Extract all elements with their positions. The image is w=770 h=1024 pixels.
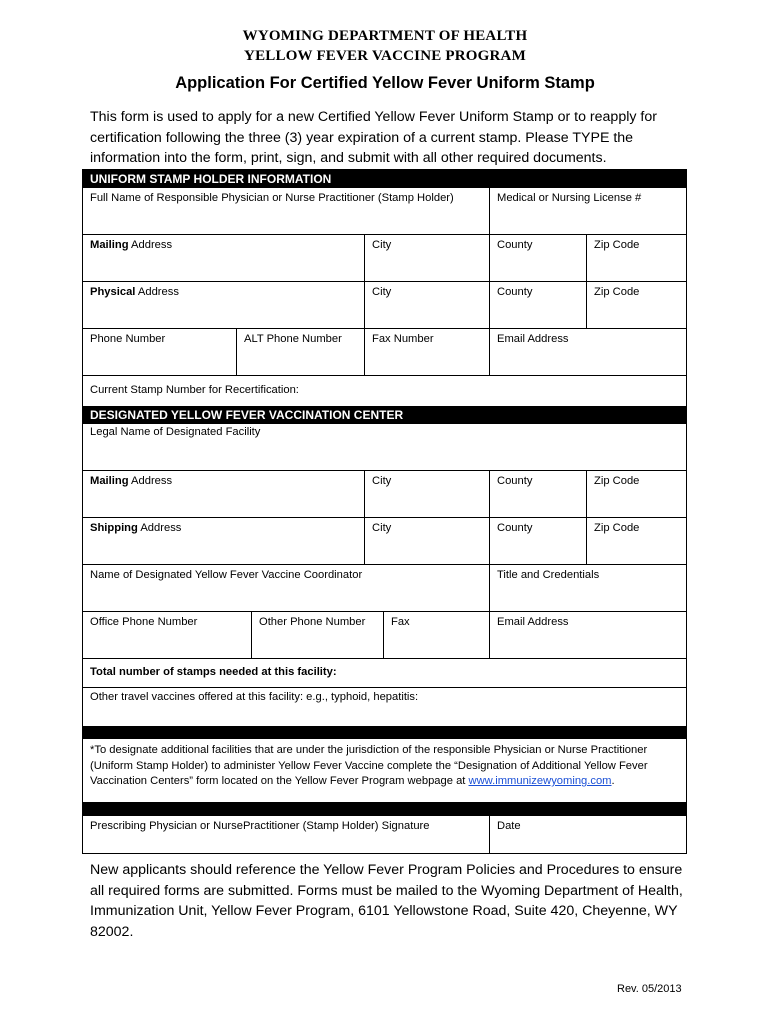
- facility-shipping-zip-field[interactable]: [587, 518, 686, 564]
- facility-mailing-county-field[interactable]: [490, 471, 587, 517]
- full-name-field[interactable]: [83, 188, 490, 234]
- section-vaccination-center-header: DESIGNATED YELLOW FEVER VACCINATION CENTER: [83, 406, 686, 424]
- holder-phone-field[interactable]: [83, 329, 237, 375]
- signature-field[interactable]: [83, 816, 490, 853]
- legal-facility-name-field[interactable]: [83, 424, 686, 470]
- county-label: County: [497, 475, 533, 487]
- other-vaccines-label: Other travel vaccines offered at this facility: e.g., typhoid, hepatitis:: [90, 691, 419, 703]
- county-label: County: [497, 286, 533, 298]
- coordinator-label: Name of Designated Yellow Fever Vaccine Coordinator: [90, 569, 363, 581]
- city-label: City: [372, 286, 392, 298]
- signature-label: Prescribing Physician or NursePractitioner (Stamp Holder) Signature: [90, 820, 430, 832]
- office-phone-field[interactable]: [83, 612, 252, 658]
- coordinator-name-field[interactable]: [83, 565, 490, 611]
- other-vaccines-field[interactable]: [83, 688, 686, 726]
- holder-physical-county-field[interactable]: [490, 282, 587, 328]
- facility-email-field[interactable]: [490, 612, 686, 658]
- other-phone-field[interactable]: [252, 612, 384, 658]
- title-credentials-field[interactable]: [490, 565, 686, 611]
- email-label: Email Address: [497, 616, 569, 628]
- county-label: County: [497, 239, 533, 251]
- holder-alt-phone-field[interactable]: [237, 329, 365, 375]
- row-facility-name: [83, 424, 686, 471]
- intro-paragraph: This form is used to apply for a new Certified Yellow Fever Uniform Stamp or to reapply for certification following the three (3) year expiration of a current stamp. Please TYPE the information into the form, print, sign, and submit with all other required documents.: [90, 109, 657, 166]
- shipping-bold-label: Shipping: [90, 522, 138, 534]
- application-form: [82, 169, 687, 854]
- row-stamp-holder-name: [83, 188, 686, 235]
- fax-label: Fax Number: [372, 333, 434, 345]
- mailing-instructions: New applicants should reference the Yellow Fever Program Policies and Procedures to ensure all required forms are submitted. Forms must be mailed to the Wyoming Department of Health, Immunization Unit, Yellow Fever Program, 6101 Yellowstone Road, Suite 420, Cheyenne, WY 82002.: [90, 862, 683, 940]
- form-title: Application For Certified Yellow Fever Uniform Stamp: [175, 74, 595, 92]
- section-stamp-holder-header: UNIFORM STAMP HOLDER INFORMATION: [83, 170, 686, 188]
- holder-mailing-zip-field[interactable]: [587, 235, 686, 281]
- note-end: .: [611, 775, 615, 787]
- holder-physical-zip-field[interactable]: [587, 282, 686, 328]
- row-facility-shipping-address: [83, 518, 686, 565]
- zip-label: Zip Code: [594, 239, 640, 251]
- row-coordinator: [83, 565, 686, 612]
- city-label: City: [372, 239, 392, 251]
- other-phone-label: Other Phone Number: [259, 616, 366, 628]
- row-holder-mailing-address: [83, 235, 686, 282]
- legal-facility-name-label: Legal Name of Designated Facility: [90, 426, 261, 438]
- physical-bold-label: Physical: [90, 286, 136, 298]
- total-stamps-field[interactable]: [83, 659, 686, 687]
- county-label: County: [497, 522, 533, 534]
- phone-label: Phone Number: [90, 333, 166, 345]
- row-holder-contact: [83, 329, 686, 376]
- city-label: City: [372, 522, 392, 534]
- alt-phone-label: ALT Phone Number: [244, 333, 342, 345]
- holder-mailing-city-field[interactable]: [365, 235, 490, 281]
- signature-date-field[interactable]: [490, 816, 686, 853]
- mailing-bold-label: Mailing: [90, 239, 129, 251]
- address-label: Address: [128, 239, 173, 251]
- facility-shipping-city-field[interactable]: [365, 518, 490, 564]
- holder-fax-field[interactable]: [365, 329, 490, 375]
- holder-mailing-county-field[interactable]: [490, 235, 587, 281]
- total-stamps-label: Total number of stamps needed at this facility:: [90, 666, 337, 678]
- black-divider-bar: [83, 803, 686, 816]
- black-divider-bar: [83, 726, 686, 739]
- mailing-bold-label: Mailing: [90, 475, 129, 487]
- date-label: Date: [497, 820, 521, 832]
- holder-physical-city-field[interactable]: [365, 282, 490, 328]
- facility-fax-field[interactable]: [384, 612, 490, 658]
- row-signature: [83, 816, 686, 853]
- department-heading: WYOMING DEPARTMENT OF HEALTH: [242, 28, 528, 44]
- row-holder-physical-address: [83, 282, 686, 329]
- holder-physical-address-field[interactable]: [83, 282, 365, 328]
- email-label: Email Address: [497, 333, 569, 345]
- current-stamp-label: Current Stamp Number for Recertification:: [90, 384, 299, 396]
- current-stamp-field[interactable]: [83, 376, 686, 406]
- zip-label: Zip Code: [594, 522, 640, 534]
- revision-date: Rev. 05/2013: [617, 983, 682, 995]
- facility-mailing-city-field[interactable]: [365, 471, 490, 517]
- note-text: *To designate additional facilities that are under the jurisdiction of the responsible Physician or Nurse Practitioner (Uniform Stamp Holder) to administer Yellow Fever Vaccine complete the “Designation of Additional Yellow Fever Vaccination Centers” form located on the Yellow Fever Program webpage at: [90, 744, 648, 787]
- address-label: Address: [128, 475, 173, 487]
- row-facility-mailing-address: [83, 471, 686, 518]
- additional-facilities-note: [83, 739, 686, 803]
- row-total-stamps: [83, 659, 686, 688]
- address-label: Address: [135, 286, 179, 298]
- row-other-vaccines: [83, 688, 686, 726]
- zip-label: Zip Code: [594, 475, 640, 487]
- title-credentials-label: Title and Credentials: [497, 569, 600, 581]
- facility-mailing-address-field[interactable]: [83, 471, 365, 517]
- program-heading: YELLOW FEVER VACCINE PROGRAM: [244, 48, 526, 64]
- fax-label: Fax: [391, 616, 410, 628]
- city-label: City: [372, 475, 392, 487]
- license-label: Medical or Nursing License #: [497, 192, 642, 204]
- immunize-wyoming-link[interactable]: www.immunizewyoming.com: [468, 775, 612, 787]
- zip-label: Zip Code: [594, 286, 640, 298]
- holder-email-field[interactable]: [490, 329, 686, 375]
- license-field[interactable]: [490, 188, 686, 234]
- holder-mailing-address-field[interactable]: [83, 235, 365, 281]
- row-current-stamp: [83, 376, 686, 406]
- office-phone-label: Office Phone Number: [90, 616, 198, 628]
- facility-shipping-county-field[interactable]: [490, 518, 587, 564]
- facility-shipping-address-field[interactable]: [83, 518, 365, 564]
- facility-mailing-zip-field[interactable]: [587, 471, 686, 517]
- row-facility-contact: [83, 612, 686, 659]
- address-label: Address: [137, 522, 182, 534]
- full-name-label: Full Name of Responsible Physician or Nurse Practitioner (Stamp Holder): [90, 192, 454, 204]
